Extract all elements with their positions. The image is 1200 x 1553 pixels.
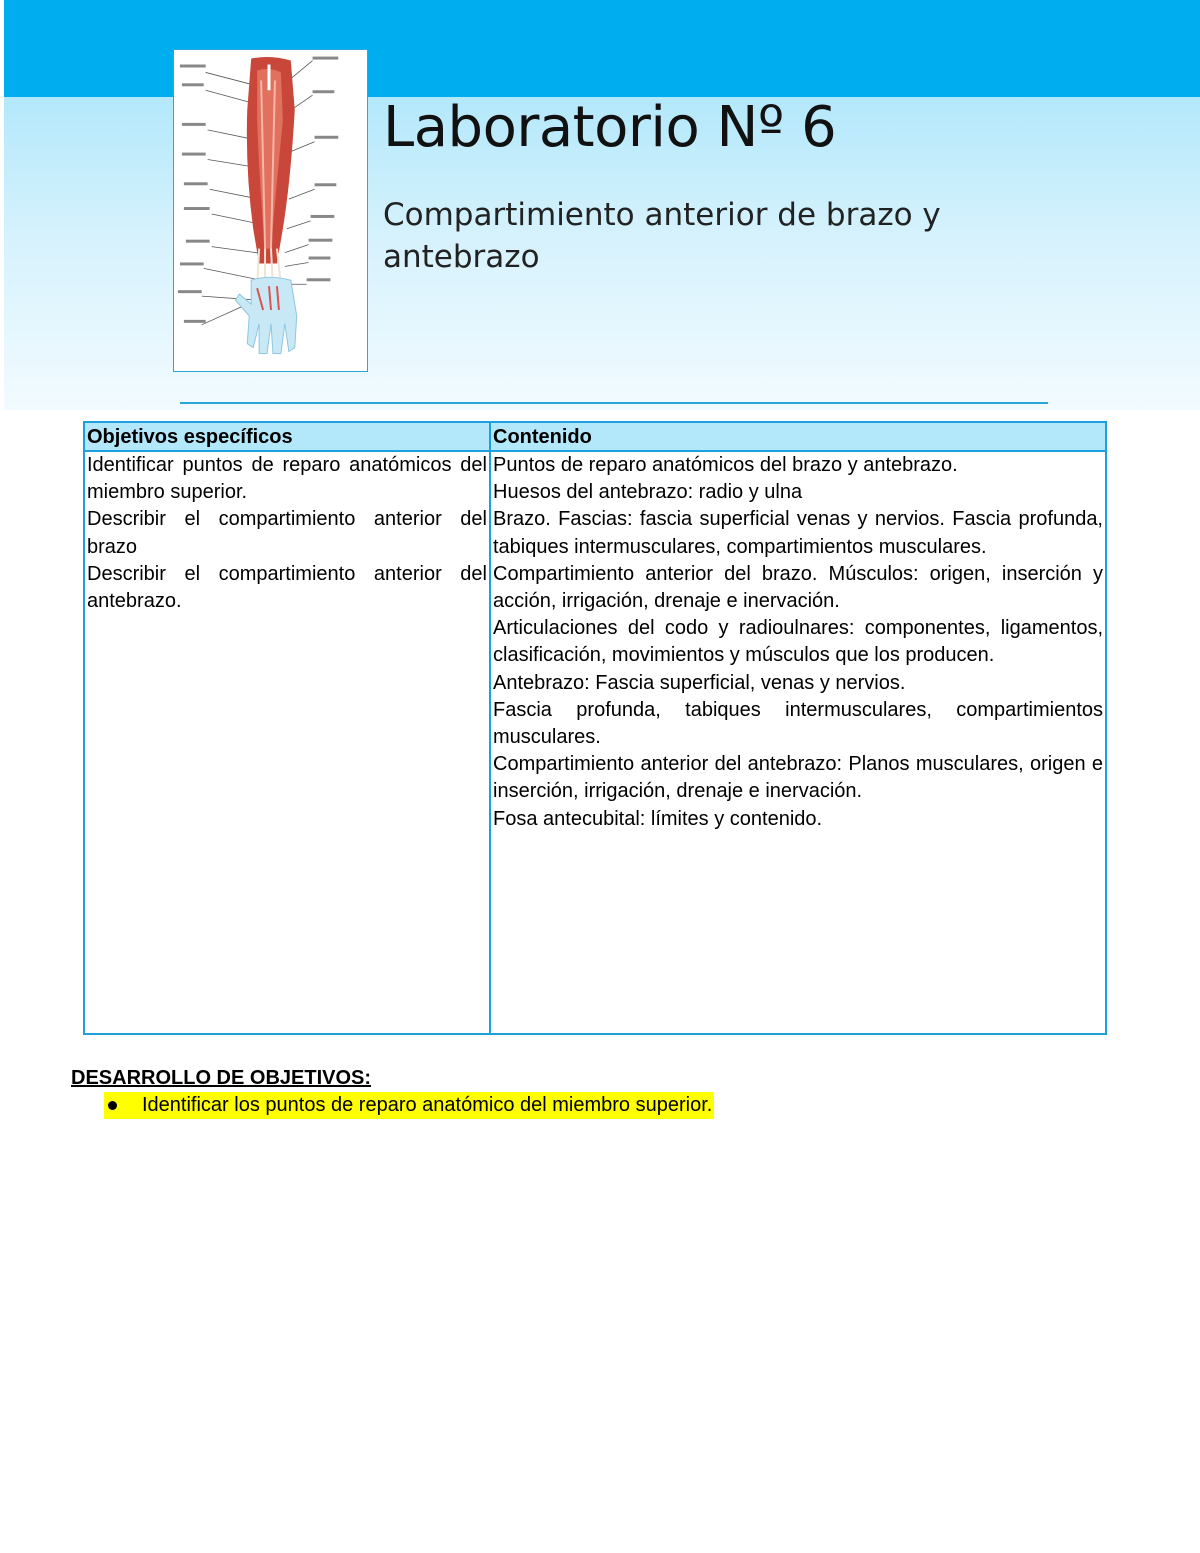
page-title: Laboratorio Nº 6 [383,95,837,160]
content-cell [490,451,1106,1034]
forearm-anatomy-figure [173,49,368,372]
content-item: Compartimiento anterior del brazo. Músculos: origen, inserción y acción, irrigación, drenaje e inervación. [493,562,1103,613]
header-divider [180,402,1048,404]
table-row [84,451,1106,1034]
objectives-cell [84,451,490,1034]
content-item: Compartimiento anterior del antebrazo: Planos musculares, origen e inserción, irrigación, drenaje e inervación. [493,753,1103,803]
content-item: Huesos del antebrazo: radio y ulna [493,481,803,504]
content-item: Brazo. Fascias: fascia superficial venas y nervios. Fascia profunda, tabiques intermusculares, compartimientos musculares. [493,508,1103,558]
content-item: Fascia profunda, tabiques intermusculares, compartimientos musculares. [493,698,1103,749]
content-item: Articulaciones del codo y radioulnares: componentes, ligamentos, clasificación, movimientos y músculos que los producen. [493,617,1103,667]
development-title: DESARROLLO DE OBJETIVOS: [71,1067,372,1089]
objective-item: Describir el compartimiento anterior del antebrazo. [87,562,487,613]
content-item: Fosa antecubital: límites y contenido. [493,807,823,830]
objective-item: Describir el compartimiento anterior del brazo [87,508,487,558]
page-subtitle: Compartimiento anterior de brazo y antebrazo [383,197,941,275]
table-header-row [84,422,1106,451]
objective-item: Identificar puntos de reparo anatómicos del miembro superior. [87,454,487,504]
bullet-icon [108,1101,117,1110]
development-item-text: Identificar los puntos de reparo anatómico del miembro superior. [142,1094,713,1116]
content-item: Puntos de reparo anatómicos del brazo y antebrazo. [493,454,958,476]
objectives-header: Objetivos específicos [84,422,490,451]
content-item: Antebrazo: Fascia superficial, venas y nervios. [493,671,906,694]
forearm-anatomy-illustration [174,50,367,371]
content-header: Contenido [490,422,1106,451]
development-list-item [104,1092,714,1119]
objectives-table [83,421,1107,1035]
